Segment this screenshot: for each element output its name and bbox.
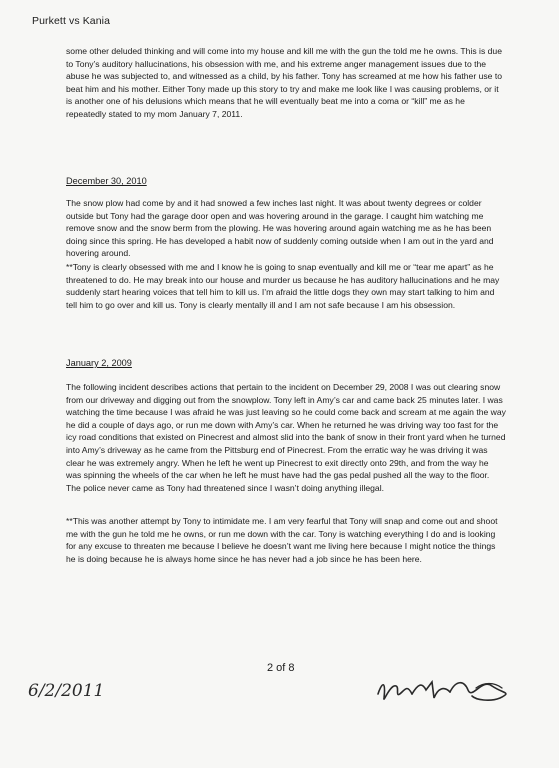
handwritten-date: 6/2/2011 <box>28 681 105 701</box>
paragraph-text: **This was another attempt by Tony to intimidate me. I am very fearful that Tony will snap and come out and shoot me with the gun he told me he owns, or run me down with the car. Tony is watching everything I do and is looking for any excuse to threaten me because I believe he doesn’t want me living here because I might notice the things he is doing because he is always home since he has never had a job since he has been here. <box>66 516 498 564</box>
paragraph-incident <box>66 381 506 494</box>
paragraph-continuation <box>66 45 506 121</box>
entry-date-heading: December 30, 2010 <box>66 176 147 186</box>
paragraph-text: The following incident describes actions that pertain to the incident on December 29, 2008 I was out clearing snow from our driveway and digging out from the snowplow. Tony left in Amy’s car and came back 25 minutes later. I was watching the time because I was afraid he was just leaving so he could come back and scream at me again the way he did a couple of days ago, or run me down with Amy’s car. When he returned he was driving way too fast for the icy road conditions that existed on Pinecrest and almost slid into the bank of snow in their front yard when he turned into Amy’s driveway as he came from the Pittsburg end of Pinecrest. From the erratic way he was driving it was clear he was extremely angry. When he left he went up Pinecrest to exit directly onto 29th, and from the way he was spinning the wheels of the car when he left he must have had the gas pedal pushed all the way to the floor. The police never came as Tony had threatened since I wasn’t doing anything illegal. <box>66 382 506 493</box>
paragraph-intimidation <box>66 515 506 565</box>
document-header: Purkett vs Kania <box>32 15 111 27</box>
paragraph-obsession <box>66 261 506 311</box>
paragraph-text: **Tony is clearly obsessed with me and I know he is going to snap eventually and kill me or “tear me apart” as he threatened to do. He may break into our house and murder us because he has auditory hallucinations and he may suddenly start hearing voices that tell him to kill us. I’m afraid the little dogs they own may start talking to him and tell him to go over and kill us. Tony is clearly mentally ill and I am not safe because I am his obsession. <box>66 262 500 310</box>
paragraph-text: The snow plow had come by and it had snowed a few inches last night. It was about twenty degrees or colder outside but Tony had the garage door open and was hovering around in the garage. I caught him watching me remove snow and the snow berm from the plowing. He was hovering around again watching me as he has been doing since this spring. He has developed a habit now of suddenly coming outside when I am out in the yard and hovering around. <box>66 198 494 259</box>
paragraph-text: some other deluded thinking and will come into my house and kill me with the gun the told me he owns. This is due to Tony’s auditory hallucinations, his obsession with me, and his extreme anger management issues due to the abuse he was subjected to, and witnessed as a child, by his father. Tony has screamed at me how his father use to beat him and his mother. Either Tony made up this story to try and make me look like I was causing problems, or it is another one of his delusions which means that he will eventually beat me into a coma or “kill” me as he repeatedly stated to my mom January 7, 2011. <box>66 46 502 119</box>
signature-icon <box>372 672 522 712</box>
entry-date-heading: January 2, 2009 <box>66 358 132 368</box>
paragraph-snow-plow <box>66 197 506 260</box>
page-number: 2 of 8 <box>267 662 295 674</box>
